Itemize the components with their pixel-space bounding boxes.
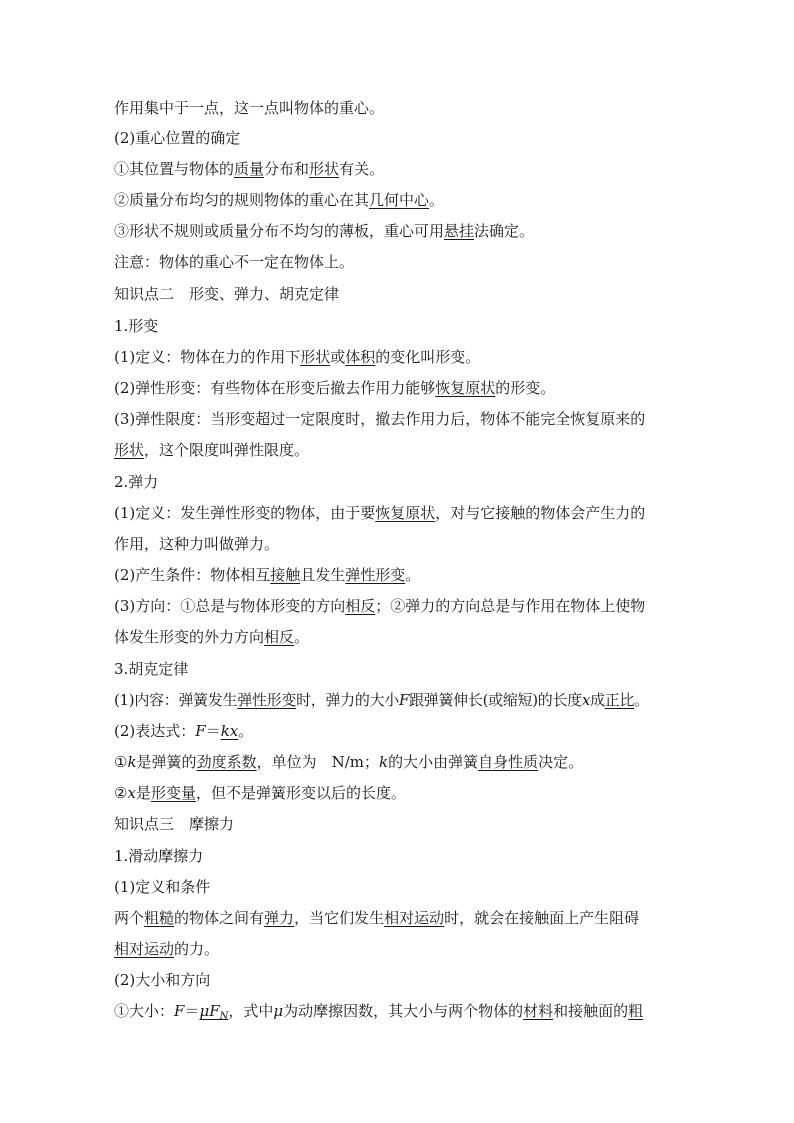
underlined-answer: 接触 [270, 566, 301, 584]
text-line: ①其位置与物体的质量分布和形状有关。 [114, 160, 385, 178]
text-line: ③形状不规则或质量分布不均匀的薄板，重心可用悬挂法确定。 [114, 222, 535, 240]
text-line: ②x是形变量，但不是弹簧形变以后的长度。 [114, 784, 406, 802]
text-line: 作用，这种力叫做弹力。 [114, 535, 280, 553]
underlined-answer: 形状 [309, 160, 340, 178]
text-line: (2)表达式：F＝kx。 [114, 722, 254, 740]
math-variable: F [398, 691, 410, 709]
underlined-answer: 弹力 [264, 909, 295, 927]
subsection-heading: 2.弹力 [114, 473, 159, 491]
underlined-answer: 体积 [345, 348, 376, 366]
text-line: ②质量分布均匀的规则物体的重心在其几何中心。 [114, 191, 445, 209]
math-variable: F [195, 722, 206, 740]
underlined-answer: 形状 [114, 441, 145, 459]
text-line: 作用集中于一点，这一点叫物体的重心。 [114, 99, 385, 117]
underlined-answer: 相反 [264, 628, 295, 646]
text-line: (2)大小和方向 [114, 971, 211, 989]
underlined-answer: 几何中心 [369, 191, 430, 209]
text-line: 注意：物体的重心不一定在物体上。 [114, 253, 355, 271]
underlined-answer: 弹性形变 [237, 691, 297, 709]
text-line: (1)定义：物体在力的作用下形状或体积的变化叫形变。 [114, 348, 481, 366]
underlined-answer: 相对运动 [114, 940, 175, 958]
text-line: (2)产生条件：物体相互接触且发生弹性形变。 [114, 566, 421, 584]
text-line: (2)弹性形变：有些物体在形变后撤去作用力能够恢复原状的形变。 [114, 379, 556, 397]
underlined-answer: 材料 [523, 1002, 554, 1020]
text-line: (3)方向：①总是与物体形变的方向相反；②弹力的方向总是与作用在物体上使物 [114, 597, 646, 615]
underlined-answer: 弹性形变 [345, 566, 406, 584]
underlined-answer: 恢复原状 [375, 504, 436, 522]
section-heading: 知识点二 形变、弹力、胡克定律 [114, 285, 340, 303]
subsection-heading: 1.形变 [114, 317, 159, 335]
text-line: 相对运动的力。 [114, 940, 220, 958]
underlined-answer: 形变量 [150, 784, 196, 802]
math-variable: x [581, 691, 591, 709]
subsection-heading: 3.胡克定律 [114, 660, 189, 678]
underlined-answer: 形状 [300, 348, 331, 366]
text-line: ①大小：$F=\mu F_N$，式中μ为动摩擦因数，其大小与两个物体的材料和接触面的粗 [114, 1002, 644, 1022]
underlined-answer: 粗 [628, 1002, 644, 1020]
math-variable: μ [273, 1002, 284, 1020]
text-line: 体发生形变的外力方向相反。 [114, 628, 310, 646]
text-line: 两个粗糙的物体之间有弹力，当它们发生相对运动时，就会在接触面上产生阻碍 [114, 909, 640, 927]
math-variable: x [127, 784, 136, 802]
underlined-answer: 正比 [604, 691, 635, 709]
underlined-answer: 恢复原状 [435, 379, 496, 397]
underlined-answer: 劲度系数 [196, 753, 257, 771]
text-line: (2)重心位置的确定 [114, 129, 241, 147]
underlined-answer: 悬挂 [444, 222, 475, 240]
text-line: 形状，这个限度叫弹性限度。 [114, 441, 310, 459]
math-variable: k [127, 753, 137, 771]
text-line: (1)定义：发生弹性形变的物体，由于要恢复原状，对与它接触的物体会产生力的 [114, 504, 646, 522]
subsection-heading: 1.滑动摩擦力 [114, 847, 204, 865]
underlined-answer: 自身性质 [478, 753, 539, 771]
underlined-answer: 相对运动 [384, 909, 445, 927]
text-line: (3)弹性限度：当形变超过一定限度时，撤去作用力后，物体不能完全恢复原来的 [114, 410, 646, 428]
underlined-answer: $\mu F_N$ [199, 1002, 229, 1022]
underlined-answer: 相反 [345, 597, 376, 615]
math-variable: F [174, 1002, 185, 1020]
text-line: ①k是弹簧的劲度系数，单位为 N/m；k的大小由弹簧自身性质决定。 [114, 753, 584, 771]
text-line: (1)内容：弹簧发生弹性形变时，弹力的大小F跟弹簧伸长(或缩短)的长度x成正比。 [114, 691, 649, 709]
underlined-answer: kx [220, 722, 239, 740]
underlined-answer: 质量 [234, 160, 265, 178]
text-line: (1)定义和条件 [114, 878, 211, 896]
math-variable: k [378, 753, 389, 771]
section-heading: 知识点三 摩擦力 [114, 815, 235, 833]
underlined-answer: 粗糙 [144, 909, 175, 927]
